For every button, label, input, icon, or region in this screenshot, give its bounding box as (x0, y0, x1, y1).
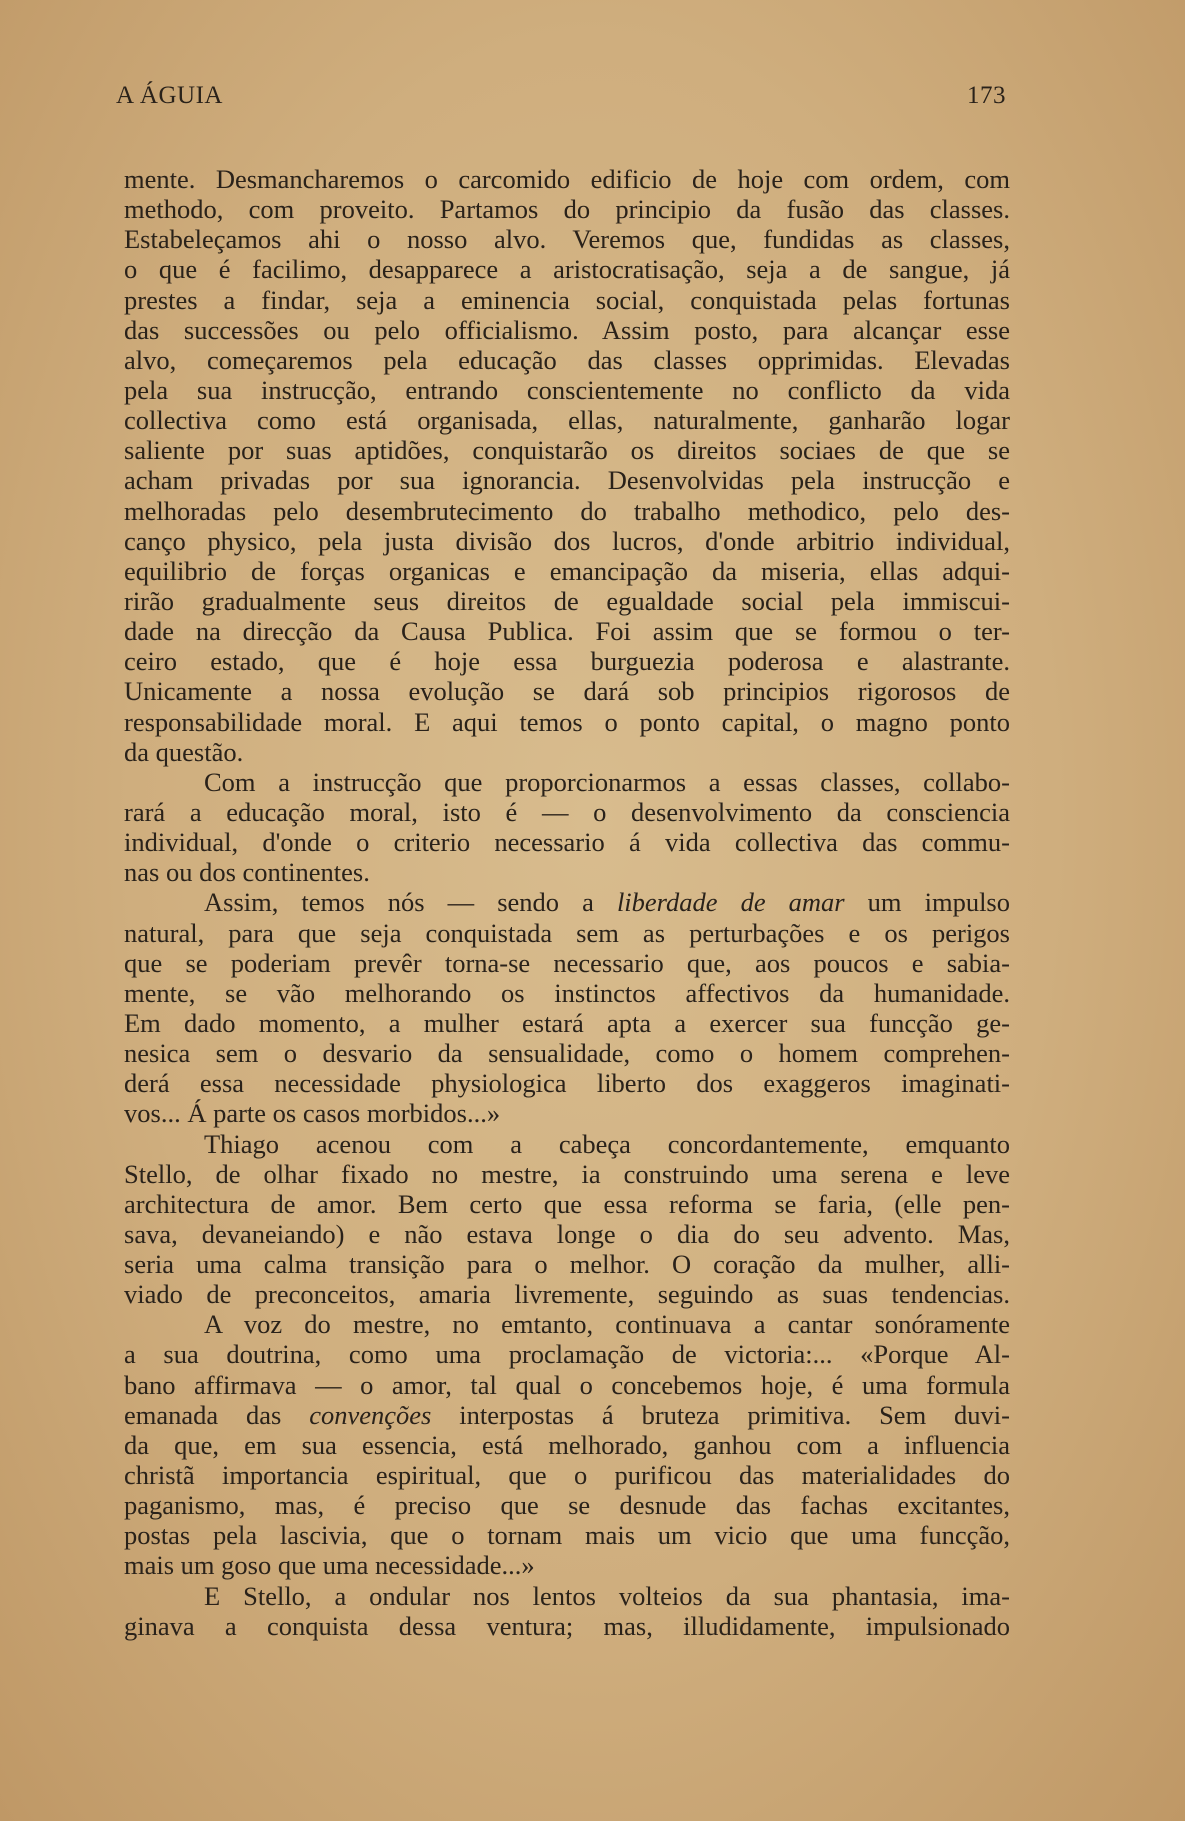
text-line: Stello, de olhar fixado no mestre, ia construindo uma serena e leve (124, 1158, 1010, 1189)
text-line: pela sua instrucção, entrando conscientemente no conflicto da vida (124, 374, 1010, 405)
text-line: Com a instrucção que proporcionarmos a essas classes, collabo- (204, 766, 1010, 797)
text-line: paganismo, mas, é preciso que se desnude das fachas excitantes, (124, 1490, 1010, 1521)
text-line: A voz do mestre, no emtanto, continuava a cantar sonóramente (204, 1309, 1010, 1340)
text-line: saliente por suas aptidões, conquistarão os direitos sociaes de que se (124, 435, 1010, 466)
text-line: viado de preconceitos, amaria livremente, seguindo as suas tendencias. (124, 1279, 1010, 1310)
text-line: prestes a findar, seja a eminencia social, conquistada pelas fortunas (124, 284, 1010, 315)
text-line: sava, devaneiando) e não estava longe o dia do seu advento. Mas, (124, 1218, 1010, 1249)
text-line: E Stello, a ondular nos lentos volteios da sua phantasia, ima- (204, 1580, 1010, 1611)
text-line: architectura de amor. Bem certo que essa reforma se faria, (elle pen- (124, 1188, 1010, 1219)
text-line: Assim, temos nós — sendo a liberdade de amar um impulso (204, 887, 1010, 918)
text-line: mente, se vão melhorando os instinctos affectivos da humanidade. (124, 977, 1010, 1008)
text-line: da que, em sua essencia, está melhorado, ganhou com a influencia (124, 1429, 1010, 1460)
text-line: rirão gradualmente seus direitos de egualdade social pela immiscui- (124, 585, 1010, 616)
text-line: vos... Á parte os casos morbidos...» (124, 1098, 501, 1129)
text-line: mais um goso que uma necessidade...» (124, 1550, 535, 1581)
text-line: que se poderiam prevêr torna-se necessario que, aos poucos e sabia- (124, 947, 1010, 978)
text-line: derá essa necessidade physiologica liberto dos exaggeros imaginati- (124, 1068, 1010, 1099)
text-line: ceiro estado, que é hoje essa burguezia poderosa e alastrante. (124, 646, 1010, 677)
text-line: nesica sem o desvario da sensualidade, como o homem comprehen- (124, 1038, 1010, 1069)
text-line: a sua doutrina, como uma proclamação de victoria:... «Porque Al- (124, 1339, 1010, 1370)
text-line: individual, d'onde o criterio necessario á vida collectiva das commu- (124, 827, 1010, 858)
text-line: emanada das convenções interpostas á bruteza primitiva. Sem duvi- (124, 1399, 1010, 1430)
text-line: das successões ou pelo officialismo. Assim posto, para alcançar esse (124, 314, 1010, 345)
text-line: postas pela lascivia, que o tornam mais um vicio que uma funcção, (124, 1520, 1010, 1551)
text-line: methodo, com proveito. Partamos do principio da fusão das classes. (124, 194, 1010, 225)
text-line: acham privadas por sua ignorancia. Desenvolvidas pela instrucção e (124, 465, 1010, 496)
text-line: ginava a conquista dessa ventura; mas, illudidamente, impulsionado (124, 1610, 1010, 1641)
text-line: Em dado momento, a mulher estará apta a exercer sua funcção ge- (124, 1007, 1010, 1038)
text-line: alvo, começaremos pela educação das classes opprimidas. Elevadas (124, 344, 1010, 375)
text-line: rará a educação moral, isto é — o desenvolvimento da consciencia (124, 796, 1010, 827)
text-line: seria uma calma transição para o melhor. O coração da mulher, alli- (124, 1249, 1010, 1280)
text-line: dade na direcção da Causa Publica. Foi assim que se formou o ter- (124, 616, 1010, 647)
text-line: bano affirmava — o amor, tal qual o concebemos hoje, é uma formula (124, 1369, 1010, 1400)
text-line: equilibrio de forças organicas e emancipação da miseria, ellas adqui- (124, 555, 1010, 586)
body-text (124, 164, 1010, 1641)
text-line: christã importancia espiritual, que o purificou das materialidades do (124, 1460, 1010, 1491)
text-line: canço physico, pela justa divisão dos lucros, d'onde arbitrio individual, (124, 525, 1010, 556)
text-line: Thiago acenou com a cabeça concordantemente, emquanto (204, 1128, 1010, 1159)
running-title: A ÁGUIA (116, 82, 223, 109)
text-line: Estabeleçamos ahi o nosso alvo. Veremos que, fundidas as classes, (124, 224, 1010, 255)
text-line: natural, para que seja conquistada sem as perturbações e os perigos (124, 917, 1010, 948)
text-line: da questão. (124, 736, 244, 767)
text-line: o que é facilimo, desapparece a aristocratisação, seja a de sangue, já (124, 254, 1010, 285)
text-line: collectiva como está organisada, ellas, naturalmente, ganharão logar (124, 405, 1010, 436)
text-line: responsabilidade moral. E aqui temos o ponto capital, o magno ponto (124, 706, 1010, 737)
text-line: nas ou dos continentes. (124, 857, 370, 888)
running-head (116, 82, 1006, 112)
text-line: melhoradas pelo desembrutecimento do trabalho methodico, pelo des- (124, 495, 1010, 526)
text-line: Unicamente a nossa evolução se dará sob principios rigorosos de (124, 676, 1010, 707)
page-number: 173 (967, 82, 1006, 109)
text-line: mente. Desmancharemos o carcomido edificio de hoje com ordem, com (124, 164, 1010, 194)
